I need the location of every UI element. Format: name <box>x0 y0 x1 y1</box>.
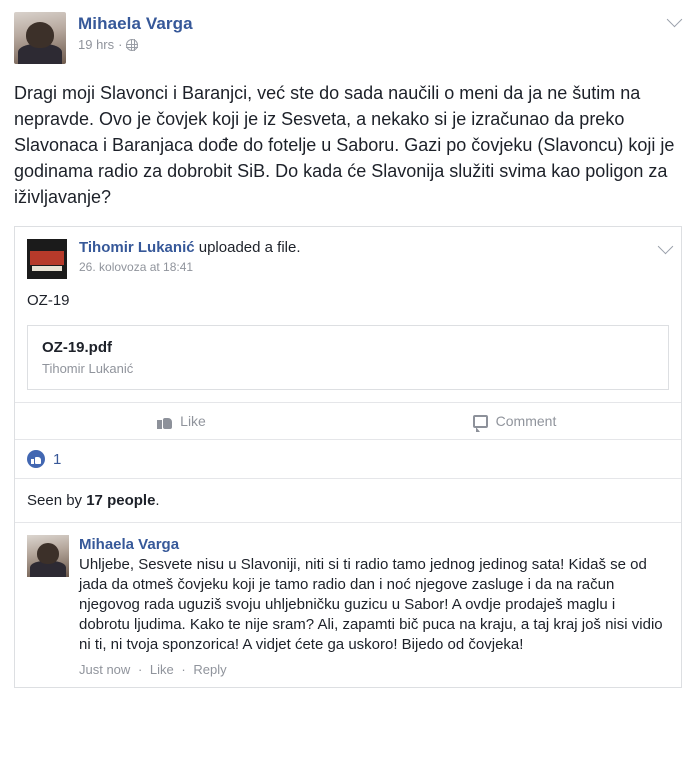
thumbnail-band <box>30 251 64 265</box>
thumbnail-band-secondary <box>32 266 62 271</box>
attachment-thumbnail[interactable] <box>27 239 67 279</box>
attachment-caption: OZ-19 <box>27 292 70 309</box>
attachment-action-text: uploaded a file. <box>194 239 301 256</box>
post-text: Dragi moji Slavonci i Baranjci, već ste do sada naučili o meni da ja ne šutim na nepravde. Ovo je čovjek koji je iz Sesveta, a nekako si je izračunao da preko Slavonaca i Baranjaca dođe do fotelje u Saboru. Gazi po čovjeku (Slavoncu) koji je godinama radio za dobrobit SiB. Do kada će Slavonija služiti svima kao poligon za iživljavanje? <box>14 83 675 207</box>
attachment-header-text <box>79 239 301 275</box>
comment-body <box>79 535 669 677</box>
comment-like-link[interactable]: Like <box>149 662 174 677</box>
seen-prefix: Seen by <box>27 492 87 509</box>
chevron-down-icon <box>667 12 683 28</box>
comment-meta <box>79 662 669 677</box>
seen-count[interactable]: 17 people <box>86 492 156 509</box>
like-badge-icon <box>27 450 45 468</box>
comment-bubble-icon <box>473 415 488 428</box>
comment-button[interactable] <box>348 413 681 429</box>
post-author-name[interactable]: Mihaela Varga <box>78 14 193 33</box>
file-name[interactable]: OZ-19.pdf <box>42 339 112 356</box>
attachment-action-bar <box>15 402 681 439</box>
like-button-label: Like <box>180 413 206 429</box>
comment-text: Uhljebe, Sesvete nisu u Slavoniji, niti si ti radio tamo jednog jedinog sata! Kidaš se od jada da otmeš čovjeku koji je tamo radio dan i noć njegove zasluge i da na račun njegovog rada uguziš svoju uhljebničku guzicu u Sabor! A ovdje prodaješ maglu i dobrotu ljudima. Kako te nije sram? Ali, zapamti bič puca na kraju, a taj kraj još nisi vidio ni ti, ni tvoja sponzorica! A vidjet ćete ga uskoro! Bijedo od čovjeka! <box>79 556 663 653</box>
comment-button-label: Comment <box>495 413 557 429</box>
post-header-text <box>78 12 193 53</box>
post-meta <box>78 37 193 53</box>
attachment-menu-button[interactable] <box>660 239 671 257</box>
thumbs-up-icon <box>157 414 172 429</box>
reaction-count[interactable]: 1 <box>53 450 62 468</box>
file-owner: Tihomir Lukanić <box>42 361 134 376</box>
comment-meta-separator-2: · <box>181 662 186 677</box>
attachment-title <box>79 239 301 257</box>
like-button[interactable] <box>15 413 348 429</box>
post-menu-button[interactable] <box>669 14 680 27</box>
avatar[interactable] <box>14 12 66 64</box>
attachment-author-name[interactable]: Tihomir Lukanić <box>79 239 195 256</box>
reaction-summary[interactable] <box>15 439 681 478</box>
comment-reply-link[interactable]: Reply <box>193 662 227 677</box>
attachment-date[interactable]: 26. kolovoza at 18:41 <box>79 260 194 274</box>
comment-author-name[interactable]: Mihaela Varga <box>79 536 180 553</box>
globe-icon[interactable] <box>126 39 138 51</box>
comment-avatar[interactable] <box>27 535 69 577</box>
seen-suffix: . <box>155 492 160 509</box>
attachment-header <box>15 227 681 279</box>
comment-meta-separator-1: · <box>137 662 143 677</box>
file-attachment[interactable] <box>27 325 669 390</box>
shared-attachment-card <box>14 226 682 688</box>
post-timestamp[interactable]: 19 hrs <box>78 37 115 52</box>
comment-timestamp[interactable]: Just now <box>79 662 131 677</box>
meta-separator: · <box>118 37 123 52</box>
comment <box>15 522 681 687</box>
post-header <box>0 0 696 64</box>
chevron-down-icon <box>658 239 674 255</box>
seen-by-row <box>15 478 681 522</box>
